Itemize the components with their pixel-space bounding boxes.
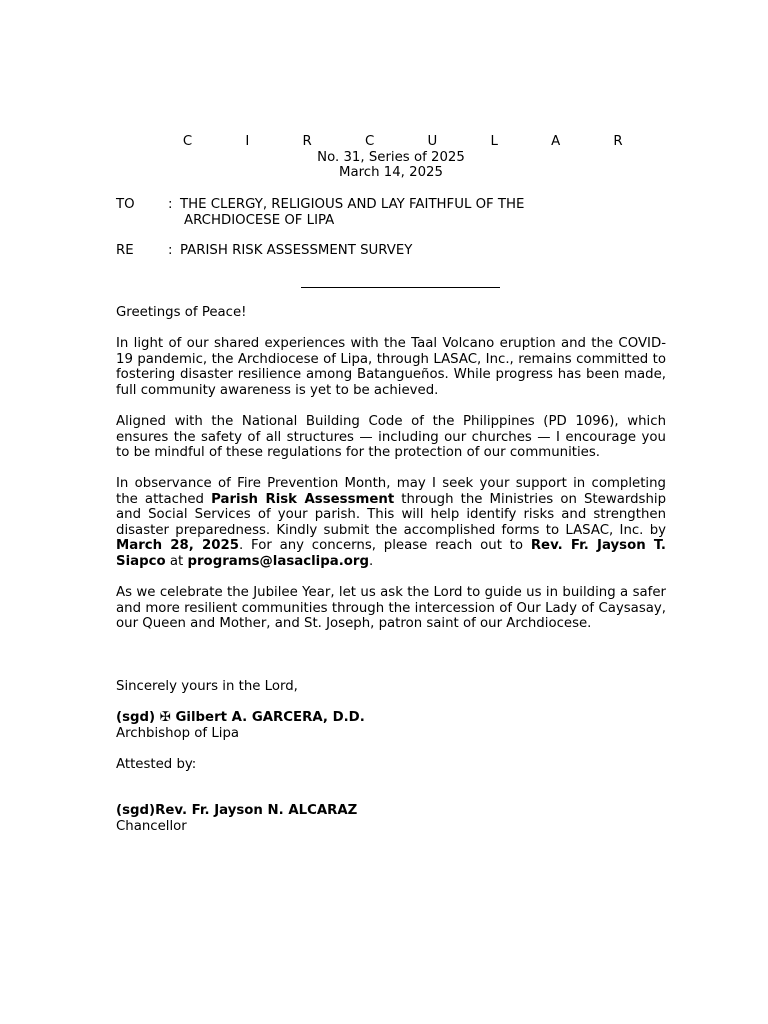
separator-line: [301, 287, 500, 288]
to-line2: ARCHDIOCESE OF LIPA: [184, 212, 335, 228]
p3-text-2: through the Ministries on Stewardship and Social Services of your parish. This will help identify risks and strengthen disaster preparedness. Kindly submit the accomplished forms to LASAC, Inc. by: [116, 491, 667, 538]
p3-bold-contact: Rev. Fr. Jayson T. Siapco: [116, 538, 666, 569]
p3-text-1: In observance of Fire Prevention Month, may I seek your support in completing the attached: [116, 476, 666, 507]
signature-block-chancellor: [116, 803, 666, 834]
circular-number: No. 31, Series of 2025: [317, 150, 465, 165]
signature-block-archbishop: [116, 710, 666, 741]
chancellor-name: (sgd)Rev. Fr. Jayson N. ALCARAZ: [116, 803, 358, 818]
greeting: Greetings of Peace!: [116, 305, 247, 320]
to-label: TO: [116, 197, 135, 212]
paragraph-1: In light of our shared experiences with the Taal Volcano eruption and the COVID-19 pandemic, the Archdiocese of Lipa, through LASAC, Inc., remains committed to fostering disaster resilience among Batangueños. While progress has been made, full community awareness is yet to be achieved.: [116, 336, 666, 398]
attested-label: Attested by:: [116, 757, 197, 772]
to-colon: :: [168, 197, 173, 212]
circular-date: March 14, 2025: [339, 165, 443, 180]
paragraph-2: Aligned with the National Building Code of the Philippines (PD 1096), which ensures the safety of all structures — including our churches — I encourage you to be mindful of these regulations for the protection of our communities.: [116, 414, 666, 461]
p3-text-5: .: [368, 553, 374, 569]
chancellor-title: Chancellor: [116, 818, 187, 834]
document-title: C I R C U L A R: [182, 134, 648, 149]
re-colon: :: [168, 243, 173, 258]
paragraph-3: [116, 476, 666, 570]
addressee-block: [116, 197, 666, 228]
subject-block: [116, 243, 666, 259]
to-line1: THE CLERGY, RELIGIOUS AND LAY FAITHFUL OF THE: [180, 197, 525, 212]
p3-bold-email: programs@lasaclipa.org: [187, 553, 369, 569]
re-label: RE: [116, 243, 134, 258]
archbishop-name: (sgd) ✠ Gilbert A. GARCERA, D.D.: [116, 710, 365, 725]
re-value: PARISH RISK ASSESSMENT SURVEY: [180, 243, 413, 258]
p3-text-3: . For any concerns, please reach out to: [239, 538, 531, 554]
closing: Sincerely yours in the Lord,: [116, 679, 298, 694]
p3-text-4: at: [165, 553, 188, 569]
archbishop-title: Archbishop of Lipa: [116, 725, 240, 741]
p3-bold-assessment: Parish Risk Assessment: [211, 491, 395, 507]
paragraph-4: As we celebrate the Jubilee Year, let us ask the Lord to guide us in building a safer and more resilient communities through the intercession of Our Lady of Caysasay, our Queen and Mother, and St. Joseph, patron saint of our Archdiocese.: [116, 585, 666, 632]
p3-bold-deadline: March 28, 2025: [116, 538, 240, 554]
